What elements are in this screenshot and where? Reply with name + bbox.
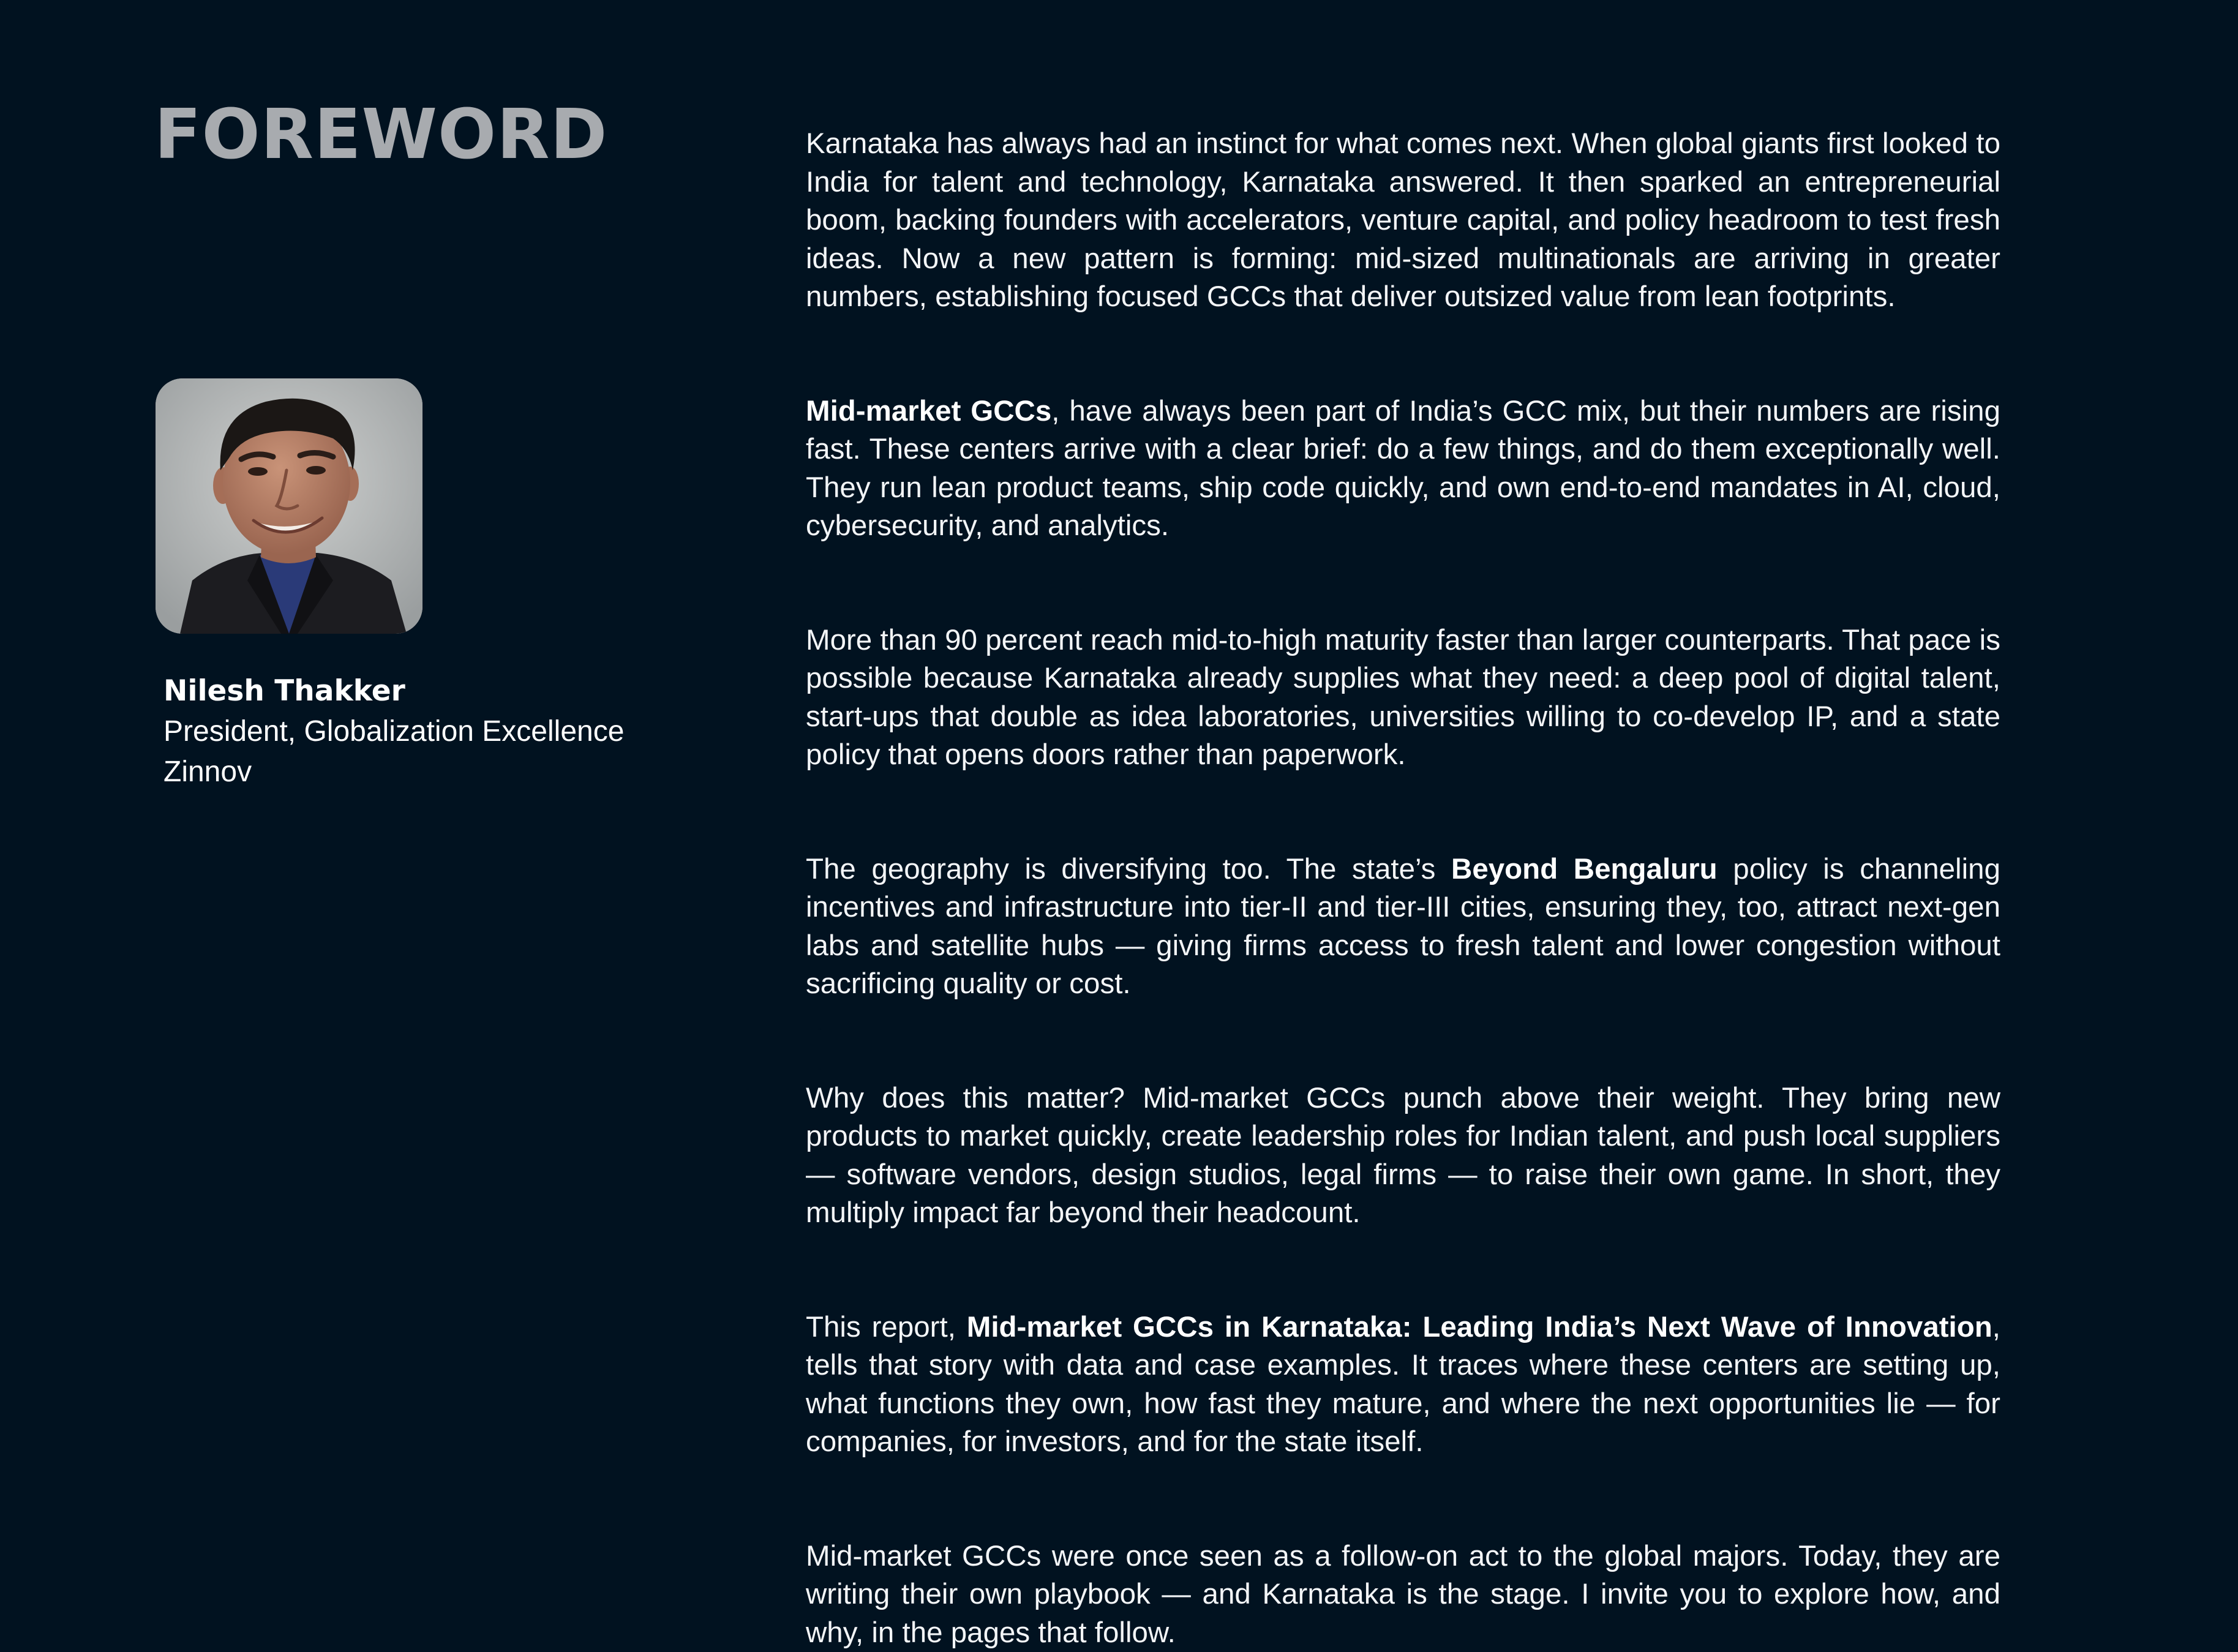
author-photo	[156, 378, 422, 634]
paragraph-2-bold: Mid-market GCCs	[806, 395, 1051, 427]
paragraph-3: More than 90 percent reach mid-to-high maturity faster than larger counterparts. That pace is possible because Karnataka already supplies what they need: a deep pool of digital talent, start-ups that double as idea laboratories, universities willing to co-develop IP, and a state policy that opens doors rather than paperwork.	[806, 621, 2000, 775]
author-company: Zinnov	[163, 752, 715, 792]
paragraph-6-bold: Mid-market GCCs in Karnataka: Leading India’s Next Wave of Innovation	[967, 1311, 1992, 1343]
page-title: FOREWORD	[154, 92, 607, 178]
author-info	[163, 671, 715, 792]
paragraph-2-text: , have always been part of India’s GCC mix, but their numbers are rising fast. These centers arrive with a clear brief: do a few things, and do them exceptionally well. They run lean product teams, ship code quickly, and own end-to-end mandates in AI, cloud, cybersecurity, and analytics.	[806, 395, 2000, 543]
paragraph-4-text-end: policy is channeling incentives and infrastructure into tier-II and tier-III cities, ensuring they, too, attract next-gen labs and satellite hubs — giving firms access to fresh talent and lower congestion without sacrificing quality or cost.	[806, 853, 2000, 1001]
paragraph-6-text-start: This report,	[806, 1311, 967, 1343]
author-title: President, Globalization Excellence	[163, 711, 715, 752]
paragraph-5: Why does this matter? Mid-market GCCs punch above their weight. They bring new products to market quickly, create leadership roles for Indian talent, and push local suppliers — software vendors, design studios, legal firms — to raise their own game. In short, they multiply impact far beyond their headcount.	[806, 1079, 2000, 1233]
paragraph-6	[806, 1308, 2000, 1462]
paragraph-2	[806, 392, 2000, 546]
foreword-body	[806, 125, 2000, 1652]
author-name: Nilesh Thakker	[163, 671, 715, 711]
paragraph-1: Karnataka has always had an instinct for what comes next. When global giants first looked to India for talent and technology, Karnataka answered. It then sparked an entrepreneurial boom, backing founders with accelerators, venture capital, and policy headroom to test fresh ideas. Now a new pattern is forming: mid-sized multinationals are arriving in greater numbers, establishing focused GCCs that deliver outsized value from lean footprints.	[806, 125, 2000, 317]
paragraph-6-text-end: , tells that story with data and case examples. It traces where these centers are setting up, what functions they own, how fast they mature, and where the next opportunities lie — for companies, for investors, and for the state itself.	[806, 1311, 2000, 1459]
paragraph-7: Mid-market GCCs were once seen as a follow-on act to the global majors. Today, they are writing their own playbook — and Karnataka is the stage. I invite you to explore how, and why, in the pages that follow.	[806, 1537, 2000, 1652]
paragraph-4-bold: Beyond Bengaluru	[1451, 853, 1718, 885]
paragraph-4	[806, 850, 2000, 1004]
paragraph-4-text-start: The geography is diversifying too. The state’s	[806, 853, 1451, 885]
